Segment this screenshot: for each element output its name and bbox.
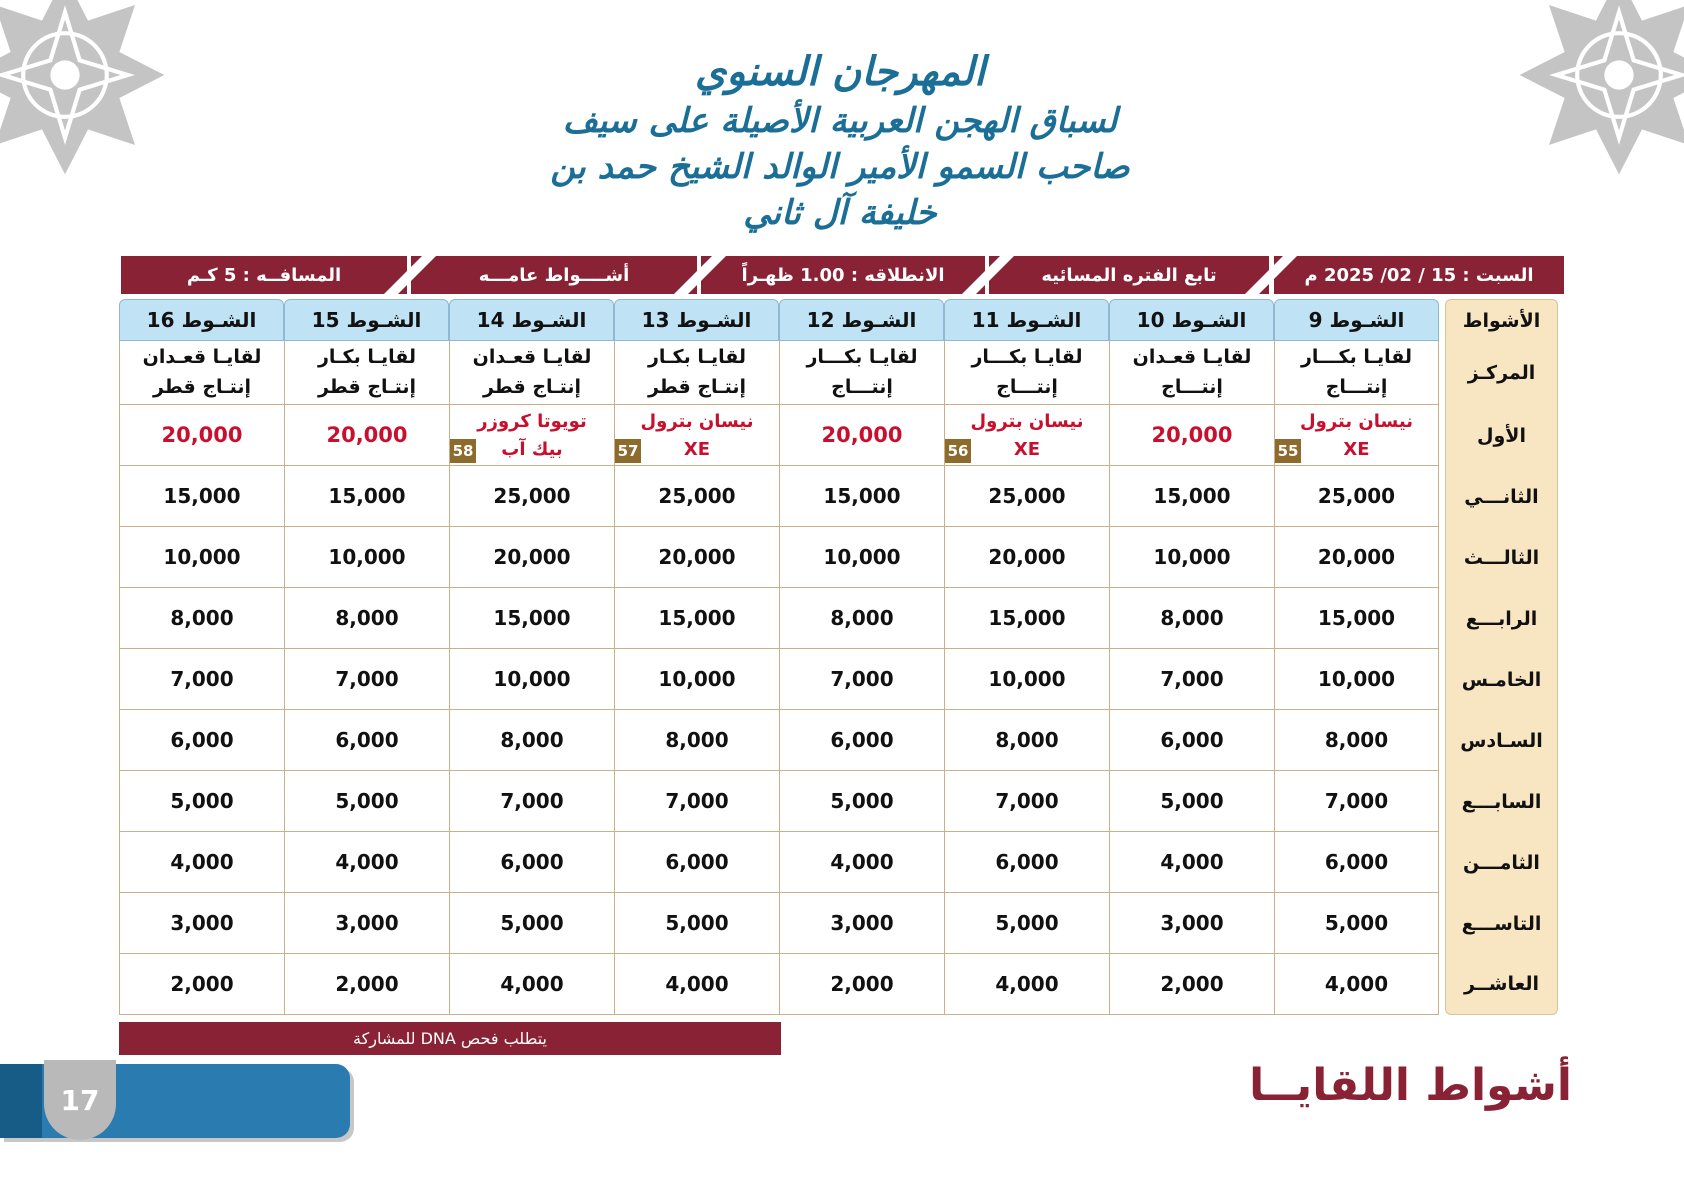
prize-cell: 6,000 [449, 832, 614, 893]
prize-cell: 2,000 [1109, 954, 1274, 1015]
prize-cell: 7,000 [1274, 771, 1439, 832]
race-heading: الشـوط 14 [449, 299, 614, 341]
category-line: لقايـا قعـدان [142, 346, 262, 369]
category-line: لقايـا بكـــار [806, 346, 918, 369]
prize-value: 20,000 [821, 423, 903, 447]
row-label-races: الأشواط [1445, 299, 1558, 341]
prize-cell: 15,000 [449, 588, 614, 649]
first-prize-cell [944, 405, 1109, 466]
prize-cell: 8,000 [944, 710, 1109, 771]
race-heading: الشـوط 10 [1109, 299, 1274, 341]
section-title: أشواط اللقايــا [1249, 1060, 1572, 1111]
prize-cell: 4,000 [1109, 832, 1274, 893]
prize-table [119, 299, 1558, 1015]
first-prize-cell [284, 405, 449, 466]
prize-cell: 10,000 [1274, 649, 1439, 710]
category-line: لقايـا قعـدان [472, 346, 592, 369]
row-label-rank: الثالـــث [1445, 527, 1558, 588]
race-category-cell [779, 341, 944, 405]
race-category-cell [614, 341, 779, 405]
race-category-cell [1274, 341, 1439, 405]
prize-cell: 20,000 [1274, 527, 1439, 588]
dna-requirement-note: يتطلب فحص DNA للمشاركة [119, 1022, 781, 1055]
title-line-2: لسباق الهجن العربية الأصيلة على سيف [562, 101, 1118, 141]
prize-cell: 7,000 [1109, 649, 1274, 710]
first-prize-cell [779, 405, 944, 466]
production-line: إنتـاج قطر [152, 375, 252, 398]
prize-cell: 25,000 [944, 466, 1109, 527]
prize-cell: 5,000 [944, 893, 1109, 954]
prize-cell: 2,000 [779, 954, 944, 1015]
race-category-cell [119, 341, 284, 405]
first-prize-cell [1274, 405, 1439, 466]
row-label-rank: الرابـــع [1445, 588, 1558, 649]
prize-cell: 4,000 [449, 954, 614, 1015]
race-start-time: الانطلاقه : 1.00 ظهـراً [701, 256, 985, 294]
row-label-rank: السابـــع [1445, 771, 1558, 832]
prize-cell: 15,000 [1109, 466, 1274, 527]
first-prize-cell [1109, 405, 1274, 466]
prize-cell: 5,000 [1274, 893, 1439, 954]
prize-cell: 20,000 [449, 527, 614, 588]
race-distance: المسافــه : 5 كـم [121, 256, 407, 294]
row-label-center: المركـز [1445, 341, 1558, 405]
car-model: نيسان بترول [640, 411, 754, 432]
prize-cell: 10,000 [119, 527, 284, 588]
prize-row [119, 710, 1558, 771]
prize-cell: 6,000 [779, 710, 944, 771]
prize-cell: 6,000 [944, 832, 1109, 893]
prize-value: 20,000 [326, 423, 408, 447]
car-number-badge: 57 [615, 439, 641, 463]
prize-cell: 20,000 [614, 527, 779, 588]
prize-cell: 8,000 [614, 710, 779, 771]
prize-cell: 5,000 [449, 893, 614, 954]
prize-cell: 15,000 [284, 466, 449, 527]
center-row [119, 341, 1558, 405]
row-label-rank: الثامـــن [1445, 832, 1558, 893]
production-line: إنتـــاج [1161, 375, 1223, 398]
prize-cell: 8,000 [284, 588, 449, 649]
prize-cell: 6,000 [614, 832, 779, 893]
car-variant: XE [1343, 438, 1370, 460]
car-model: نيسان بترول [1300, 411, 1413, 432]
prize-cell: 10,000 [1109, 527, 1274, 588]
car-prize [615, 405, 779, 465]
car-variant: XE [1013, 438, 1041, 460]
prize-cell: 25,000 [614, 466, 779, 527]
prize-cell: 2,000 [119, 954, 284, 1015]
title-line-3: صاحب السمو الأمير الوالد الشيخ حمد بن خليفة آل ثاني [550, 146, 1130, 233]
prize-cell: 5,000 [119, 771, 284, 832]
production-line: إنتـــاج [996, 375, 1058, 398]
prize-cell: 5,000 [779, 771, 944, 832]
row-label-rank: الأول [1445, 405, 1558, 466]
prize-cell: 15,000 [119, 466, 284, 527]
prize-cell: 7,000 [614, 771, 779, 832]
prize-cell: 7,000 [284, 649, 449, 710]
prize-cell: 3,000 [284, 893, 449, 954]
car-prize [945, 405, 1109, 465]
car-number-badge: 58 [450, 439, 476, 463]
prize-cell: 8,000 [449, 710, 614, 771]
first-prize-cell [449, 405, 614, 466]
prize-row [119, 649, 1558, 710]
prize-cell: 10,000 [779, 527, 944, 588]
prize-cell: 8,000 [119, 588, 284, 649]
race-heading: الشـوط 13 [614, 299, 779, 341]
row-label-rank: العاشــر [1445, 954, 1558, 1015]
prize-cell: 6,000 [1109, 710, 1274, 771]
prize-cell: 10,000 [449, 649, 614, 710]
prize-row [119, 466, 1558, 527]
prize-cell: 4,000 [614, 954, 779, 1015]
star-ornament-icon [0, 0, 170, 190]
prize-cell: 15,000 [779, 466, 944, 527]
star-ornament-icon [1514, 0, 1684, 190]
title-line-1: المهرجان السنوي [694, 48, 986, 95]
prize-cell: 10,000 [614, 649, 779, 710]
row-label-rank: السـادس [1445, 710, 1558, 771]
prize-value: 20,000 [1151, 423, 1233, 447]
prize-value: 20,000 [161, 423, 243, 447]
prize-cell: 4,000 [779, 832, 944, 893]
prize-cell: 6,000 [1274, 832, 1439, 893]
prize-cell: 3,000 [779, 893, 944, 954]
prize-row [119, 588, 1558, 649]
prize-cell: 6,000 [284, 710, 449, 771]
prize-cell: 8,000 [1109, 588, 1274, 649]
prize-cell: 10,000 [284, 527, 449, 588]
prize-row [119, 954, 1558, 1015]
prize-cell: 7,000 [779, 649, 944, 710]
prize-cell: 7,000 [944, 771, 1109, 832]
prize-cell: 5,000 [1109, 771, 1274, 832]
car-prize [1275, 405, 1438, 465]
prize-cell: 4,000 [944, 954, 1109, 1015]
production-line: إنتـاج قطر [317, 375, 417, 398]
race-heading: الشـوط 12 [779, 299, 944, 341]
category-line: لقايـا بكـار [317, 346, 417, 369]
car-variant: بيك آب [501, 438, 563, 460]
race-heading: الشـوط 16 [119, 299, 284, 341]
race-category-cell [284, 341, 449, 405]
production-line: إنتـــاج [831, 375, 893, 398]
prize-cell: 15,000 [1274, 588, 1439, 649]
car-number-badge: 56 [945, 439, 971, 463]
prize-cell: 4,000 [119, 832, 284, 893]
car-number-badge: 55 [1275, 439, 1301, 463]
production-line: إنتـاج قطر [647, 375, 747, 398]
category-line: لقايـا بكـــار [1300, 346, 1413, 369]
prize-cell: 6,000 [119, 710, 284, 771]
row-label-rank: الخامـس [1445, 649, 1558, 710]
car-model: نيسان بترول [970, 411, 1084, 432]
prize-cell: 7,000 [449, 771, 614, 832]
race-period: تابع الفتره المسائيه [989, 256, 1269, 294]
prize-cell: 8,000 [779, 588, 944, 649]
prize-cell: 7,000 [119, 649, 284, 710]
prize-cell: 5,000 [284, 771, 449, 832]
prize-cell: 3,000 [119, 893, 284, 954]
prize-cell: 20,000 [944, 527, 1109, 588]
prize-cell: 4,000 [1274, 954, 1439, 1015]
prize-cell: 5,000 [614, 893, 779, 954]
prize-row [119, 832, 1558, 893]
prize-cell: 10,000 [944, 649, 1109, 710]
prize-cell: 2,000 [284, 954, 449, 1015]
race-heading: الشـوط 11 [944, 299, 1109, 341]
first-prize-row [119, 405, 1558, 466]
prize-cell: 25,000 [1274, 466, 1439, 527]
prize-row [119, 893, 1558, 954]
prize-cell: 25,000 [449, 466, 614, 527]
race-type: أشــــواط عامـــه [411, 256, 697, 294]
prize-cell: 8,000 [1274, 710, 1439, 771]
race-heading: الشـوط 9 [1274, 299, 1439, 341]
row-label-rank: التاســـع [1445, 893, 1558, 954]
category-line: لقايـا بكـار [647, 346, 747, 369]
production-line: إنتـــاج [1325, 375, 1388, 398]
row-label-rank: الثانـــي [1445, 466, 1558, 527]
page-number: 17 [44, 1060, 116, 1140]
prize-cell: 4,000 [284, 832, 449, 893]
table-header-row [119, 299, 1558, 341]
prize-cell: 3,000 [1109, 893, 1274, 954]
car-variant: XE [683, 438, 711, 460]
prize-row [119, 527, 1558, 588]
car-model: تويوتا كروزر [477, 411, 587, 432]
prize-row [119, 771, 1558, 832]
race-date: السبت : 15 / 02/ 2025 م [1274, 256, 1564, 294]
first-prize-cell [119, 405, 284, 466]
race-category-cell [1109, 341, 1274, 405]
festival-title [520, 45, 1160, 237]
prize-cell: 15,000 [614, 588, 779, 649]
race-category-cell [944, 341, 1109, 405]
prize-cell: 15,000 [944, 588, 1109, 649]
race-category-cell [449, 341, 614, 405]
category-line: لقايـا قعـدان [1132, 346, 1252, 369]
race-info-bar [121, 256, 1564, 294]
category-line: لقايـا بكـــار [971, 346, 1083, 369]
race-heading: الشـوط 15 [284, 299, 449, 341]
first-prize-cell [614, 405, 779, 466]
production-line: إنتـاج قطر [482, 375, 582, 398]
car-prize [450, 405, 614, 465]
